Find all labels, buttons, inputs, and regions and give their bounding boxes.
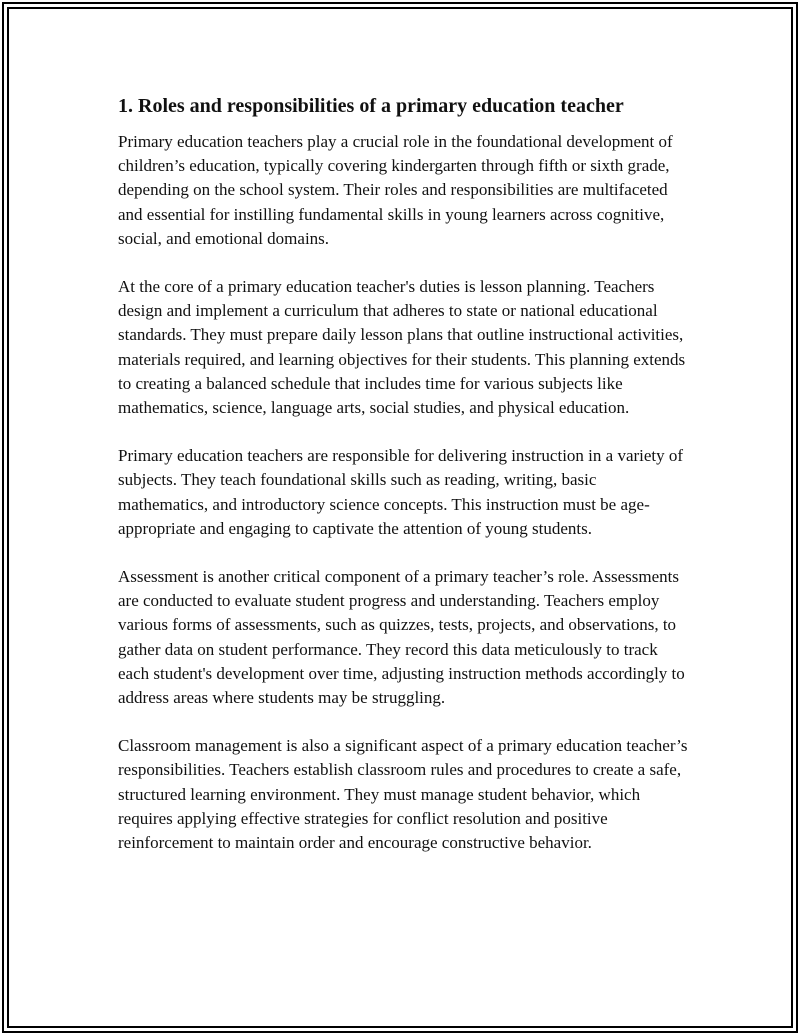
paragraph-classroom-management: Classroom management is also a significant aspect of a primary education teacher’s responsibilities. Teachers establish classroom rules and procedures to create a safe, structured learning environment. They must manage student behavior, which requires applying effective strategies for conflict resolution and positive reinforcement to maintain order and encourage constructive behavior. [118,736,688,853]
paragraph-lesson-planning: At the core of a primary education teacher's duties is lesson planning. Teachers design and implement a curriculum that adheres to state or national educational standards. They must prepare daily lesson plans that outline instructional activities, materials required, and learning objectives for their students. This planning extends to creating a balanced schedule that includes time for various subjects like mathematics, science, language arts, social studies, and physical education. [118,277,686,418]
paragraph-assessment: Assessment is another critical component of a primary teacher’s role. Assessments are conducted to evaluate student progress and understanding. Teachers employ various forms of assessments, such as quizzes, tests, projects, and observations, to gather data on student performance. They record this data meticulously to track each student's development over time, adjusting instruction methods accordingly to address areas where students may be struggling. [118,567,685,708]
paragraph-intro: Primary education teachers play a crucial role in the foundational development of children’s education, typically covering kindergarten through fifth or sixth grade, depending on the school system. Their roles and responsibilities are multifaceted and essential for instilling fundamental skills in young learners across cognitive, social, and emotional domains. [118,132,673,248]
section-heading: 1. Roles and responsibilities of a primary education teacher [118,95,624,117]
paragraph-instruction: Primary education teachers are responsible for delivering instruction in a variety of subjects. They teach foundational skills such as reading, writing, basic mathematics, and introductory science concepts. This instruction must be age-appropriate and engaging to captivate the attention of young students. [118,446,684,538]
document-body [118,93,690,879]
